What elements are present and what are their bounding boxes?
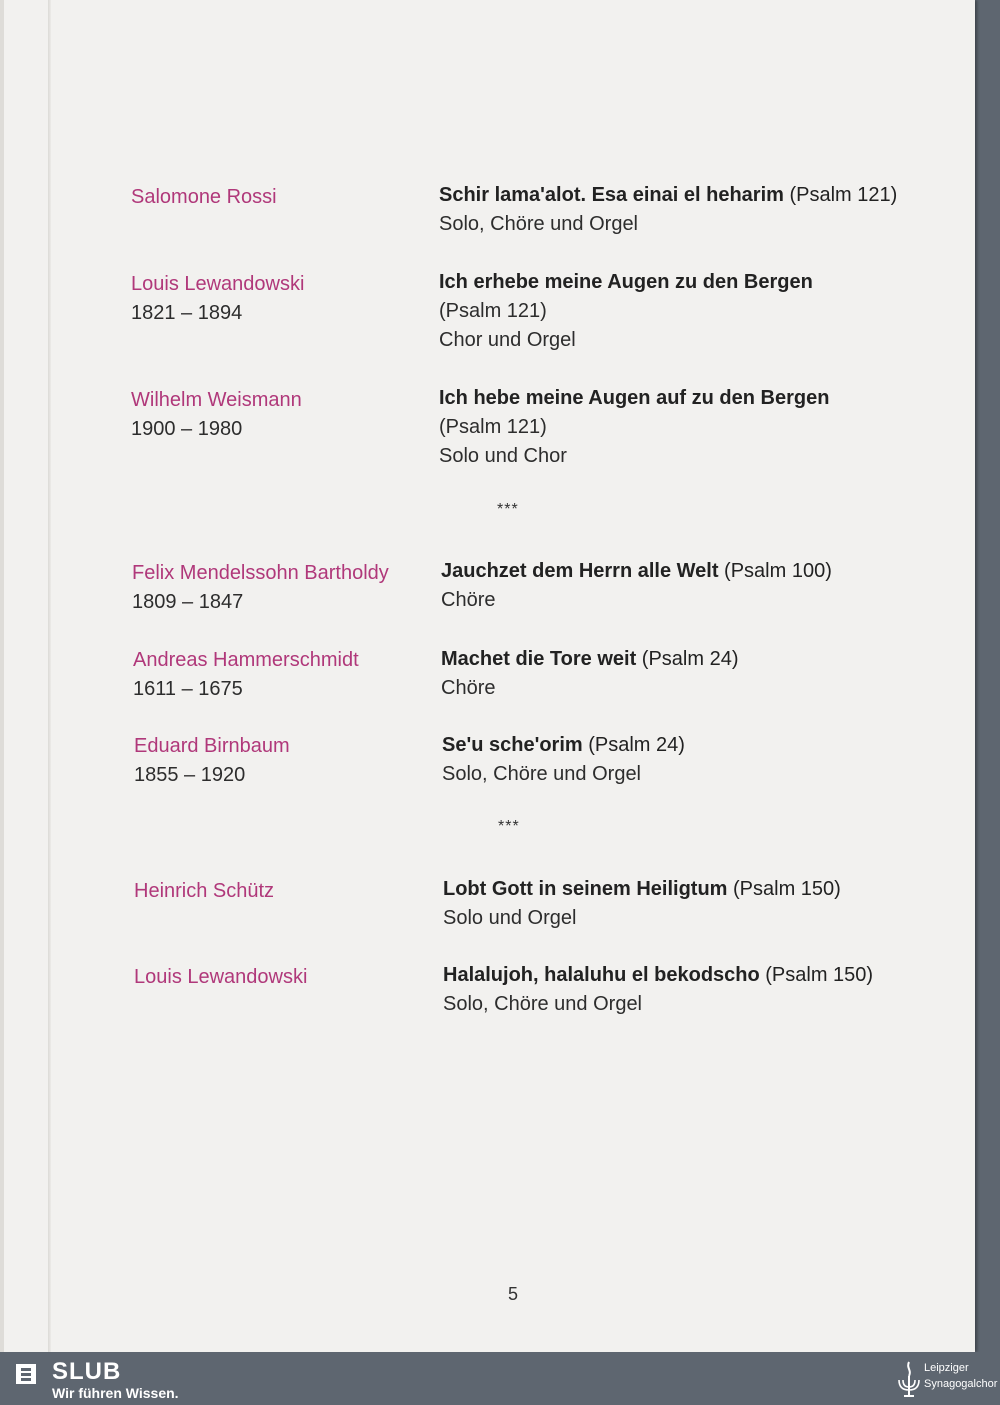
page-fold xyxy=(48,0,51,1352)
work-title: Machet die Tore weit xyxy=(441,648,637,670)
work-psalm-line: (Psalm 121) xyxy=(439,300,547,322)
composer-name: Louis Lewandowski xyxy=(131,273,305,295)
work-psalm: (Psalm 24) xyxy=(636,648,739,670)
work-title: Jauchzet dem Herrn alle Welt xyxy=(441,560,719,582)
composer-years: 1809 – 1847 xyxy=(132,591,244,613)
work-scoring: Chor und Orgel xyxy=(439,329,576,351)
work-scoring: Solo und Orgel xyxy=(443,907,577,929)
choir-name-line1: Leipziger xyxy=(924,1362,969,1374)
composer-name: Andreas Hammerschmidt xyxy=(133,649,359,671)
work-title-line xyxy=(441,557,832,586)
section-separator: *** xyxy=(498,818,520,835)
composer-years: 1611 – 1675 xyxy=(133,678,243,700)
work-title-line xyxy=(443,875,841,904)
composer-name: Salomone Rossi xyxy=(131,186,277,208)
page-number: 5 xyxy=(508,1284,519,1304)
work-title: Halalujoh, halaluhu el bekodscho xyxy=(443,964,760,986)
composer-name: Heinrich Schütz xyxy=(134,880,275,902)
work-psalm: (Psalm 121) xyxy=(783,184,898,206)
work-title-line xyxy=(439,181,897,210)
work-title: Schir lama'alot. Esa einai el heharim xyxy=(439,184,784,206)
work-scoring: Solo und Chor xyxy=(439,445,567,467)
slub-logo-icon xyxy=(14,1362,38,1386)
composer-name: Eduard Birnbaum xyxy=(134,735,290,757)
work-psalm: (Psalm 150) xyxy=(727,878,841,900)
work-scoring: Solo, Chöre und Orgel xyxy=(443,993,643,1015)
work-scoring: Solo, Chöre und Orgel xyxy=(439,213,639,235)
work-title-line xyxy=(439,384,829,413)
page-edge xyxy=(0,0,4,1352)
composer-years: 1900 – 1980 xyxy=(131,418,243,440)
work-psalm: (Psalm 100) xyxy=(718,560,832,582)
library-tagline: Wir führen Wissen. xyxy=(52,1385,179,1401)
work-psalm: (Psalm 24) xyxy=(582,734,685,756)
composer-years: 1855 – 1920 xyxy=(134,764,246,786)
work-scoring: Solo, Chöre und Orgel xyxy=(442,763,642,785)
work-title: Ich hebe meine Augen auf zu den Bergen xyxy=(439,387,830,409)
work-scoring: Chöre xyxy=(441,677,496,699)
section-separator: *** xyxy=(497,501,519,518)
choir-name-line2: Synagogalchor xyxy=(924,1378,998,1390)
work-title-line xyxy=(441,645,738,674)
work-psalm-line: (Psalm 121) xyxy=(439,416,547,438)
composer-name: Felix Mendelssohn Bartholdy xyxy=(132,562,389,584)
composer-name: Wilhelm Weismann xyxy=(131,389,302,411)
work-title: Lobt Gott in seinem Heiligtum xyxy=(443,878,728,900)
work-title: Ich erhebe meine Augen zu den Bergen xyxy=(439,271,813,293)
menorah-icon xyxy=(896,1358,922,1400)
work-title-line xyxy=(439,268,813,297)
composer-name: Louis Lewandowski xyxy=(134,966,308,988)
work-title-line xyxy=(442,731,685,760)
composer-years: 1821 – 1894 xyxy=(131,302,243,324)
work-title-line xyxy=(443,961,873,990)
work-title: Se'u sche'orim xyxy=(442,734,583,756)
library-name: SLUB xyxy=(52,1358,122,1385)
work-psalm: (Psalm 150) xyxy=(759,964,874,986)
footer-bar xyxy=(0,1352,1000,1405)
work-scoring: Chöre xyxy=(441,589,496,611)
